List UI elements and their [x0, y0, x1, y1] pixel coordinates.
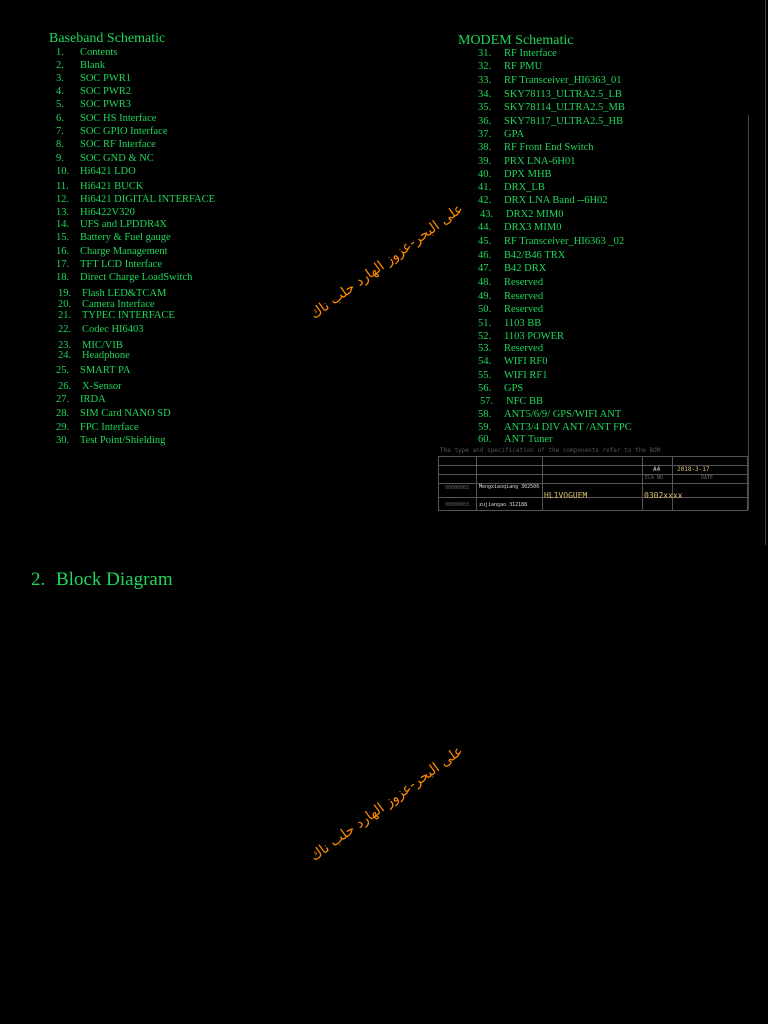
- toc-item: [56, 232, 171, 244]
- toc-item-label: SIM Card NANO SD: [80, 408, 171, 419]
- toc-item: [58, 350, 130, 362]
- toc-item-label: Headphone: [82, 350, 130, 361]
- toc-item-number: 25.: [56, 365, 70, 376]
- toc-item-label: SKY78114_ULTRA2.5_MB: [504, 102, 625, 113]
- toc-item-label: DPX MHB: [504, 169, 552, 180]
- toc-item-label: RF Transceiver_HI6363 _02: [504, 236, 625, 247]
- toc-item-label: Reserved: [504, 304, 544, 315]
- toc-item-number: 10.: [56, 166, 70, 177]
- toc-item-number: 43.: [480, 209, 494, 220]
- toc-item-number: 34.: [478, 89, 492, 100]
- border-line: [748, 115, 749, 510]
- toc-item: [478, 236, 624, 248]
- toc-item-label: Direct Charge LoadSwitch: [80, 272, 193, 283]
- toc-item-number: 49.: [478, 291, 492, 302]
- toc-item-label: Reserved: [504, 277, 544, 288]
- block-diagram-heading: [31, 569, 173, 591]
- toc-item-label: Reserved: [504, 291, 544, 302]
- toc-item: [56, 246, 168, 258]
- person-1: Mengxiaoqiang 302506: [479, 484, 540, 490]
- toc-item-number: 45.: [478, 236, 492, 247]
- toc-item-label: 1103 POWER: [504, 331, 564, 342]
- toc-item-number: 30.: [56, 435, 70, 446]
- toc-item-number: 5.: [56, 99, 64, 110]
- toc-item-number: 29.: [56, 422, 70, 433]
- toc-item-label: WIFI RF0: [504, 356, 548, 367]
- toc-item-number: 58.: [478, 409, 492, 420]
- toc-item: [56, 365, 130, 377]
- toc-item-label: NFC BB: [506, 396, 544, 407]
- toc-item-number: 42.: [478, 195, 492, 206]
- toc-item-number: 54.: [478, 356, 492, 367]
- toc-item-label: GPA: [504, 129, 525, 140]
- toc-item-label: SOC HS Interface: [80, 113, 157, 124]
- toc-item-number: 33.: [478, 75, 492, 86]
- toc-item-label: GPS: [504, 383, 524, 394]
- toc-item: [56, 126, 167, 138]
- toc-item-number: 18.: [56, 272, 70, 283]
- toc-item-label: DRX_LB: [504, 182, 545, 193]
- toc-item-label: DRX2 MIM0: [506, 209, 564, 220]
- toc-item-label: Blank: [80, 60, 106, 71]
- toc-item-number: 8.: [56, 139, 64, 150]
- toc-item-label: SOC GND & NC: [80, 153, 154, 164]
- toc-item: [56, 153, 154, 165]
- toc-item: [478, 434, 553, 446]
- toc-item-label: B42 DRX: [504, 263, 547, 274]
- toc-item-label: Hi6421 DIGITAL INTERFACE: [80, 194, 216, 205]
- toc-item-number: 39.: [478, 156, 492, 167]
- toc-item-label: Camera Interface: [82, 299, 155, 310]
- toc-item: [478, 370, 547, 382]
- modem-schematic-title: MODEM Schematic: [458, 33, 574, 48]
- watermark-top: على البحر-عزوز الهارد حلب ناك: [307, 200, 467, 323]
- toc-item-label: WIFI RF1: [504, 370, 548, 381]
- toc-item-label: SOC RF Interface: [80, 139, 156, 150]
- toc-item-label: Test Point/Shielding: [80, 435, 166, 446]
- toc-item: [56, 139, 156, 151]
- toc-item-label: RF Transceiver_HI6363_01: [504, 75, 622, 86]
- toc-item-label: Hi6422V320: [80, 207, 135, 218]
- toc-item: [478, 422, 632, 434]
- toc-item: [56, 219, 167, 231]
- toc-item-label: PRX LNA-6H01: [504, 156, 576, 167]
- toc-item-number: 36.: [478, 116, 492, 127]
- toc-item: [58, 381, 122, 393]
- toc-item-label: SMART PA: [80, 365, 131, 376]
- toc-item-number: 38.: [478, 142, 492, 153]
- toc-item-label: X-Sensor: [82, 381, 122, 392]
- toc-item-label: Codec HI6403: [82, 324, 144, 335]
- toc-item: [478, 250, 565, 262]
- toc-item-number: 31.: [478, 48, 492, 59]
- toc-item-number: 32.: [478, 61, 492, 72]
- toc-item-number: 57.: [480, 396, 494, 407]
- toc-item-number: 1.: [56, 47, 64, 58]
- toc-item: [478, 304, 543, 316]
- toc-item-number: 48.: [478, 277, 492, 288]
- toc-item-label: Hi6421 LDO: [80, 166, 136, 177]
- eco-label: ECA NO: [645, 475, 664, 481]
- toc-item: [56, 113, 156, 125]
- toc-item: [478, 263, 546, 275]
- toc-item-number: 11.: [56, 181, 69, 192]
- toc-item-number: 37.: [478, 129, 492, 140]
- size-value: A4: [653, 466, 661, 473]
- date-value: 2018-3-17: [677, 466, 710, 473]
- toc-item-number: 15.: [56, 232, 70, 243]
- toc-item-number: 26.: [58, 381, 72, 392]
- toc-item-number: 52.: [478, 331, 492, 342]
- toc-item-label: TFT LCD Interface: [80, 259, 163, 270]
- toc-item: [478, 222, 561, 234]
- toc-item: [56, 166, 136, 178]
- toc-item-number: 53.: [478, 343, 492, 354]
- toc-item: [58, 324, 144, 336]
- toc-item-number: 46.: [478, 250, 492, 261]
- toc-item: [478, 318, 541, 330]
- toc-item: [56, 272, 192, 284]
- toc-item-number: 35.: [478, 102, 492, 113]
- toc-item-number: 50.: [478, 304, 492, 315]
- toc-item-number: 3.: [56, 73, 64, 84]
- toc-item-label: Contents: [80, 47, 118, 58]
- toc-item-number: 19.: [58, 288, 72, 299]
- toc-item-number: 16.: [56, 246, 70, 257]
- toc-item-label: SOC PWR1: [80, 73, 132, 84]
- toc-item-label: SOC PWR3: [80, 99, 132, 110]
- project-code: 0302xxxx: [644, 491, 683, 500]
- toc-item-number: 2.: [56, 60, 64, 71]
- toc-item-label: RF Interface: [504, 48, 557, 59]
- person-2: zujiangao 312188: [479, 502, 528, 508]
- id-1: 00000002: [445, 485, 470, 491]
- toc-item: [480, 209, 563, 221]
- toc-item-label: Hi6421 BUCK: [80, 181, 144, 192]
- toc-item: [56, 73, 131, 85]
- toc-item-label: ANT5/6/9/ GPS/WIFI ANT: [504, 409, 622, 420]
- toc-item: [56, 99, 131, 111]
- toc-item: [56, 435, 165, 447]
- toc-item: [478, 343, 543, 355]
- toc-item-number: 41.: [478, 182, 492, 193]
- toc-item-number: 12.: [56, 194, 70, 205]
- toc-item: [478, 383, 523, 395]
- toc-item: [478, 195, 608, 207]
- toc-item: [478, 48, 557, 60]
- toc-item-number: 20.: [58, 299, 72, 310]
- toc-item: [478, 142, 594, 154]
- toc-item-label: TYPEC INTERFACE: [82, 310, 175, 321]
- toc-item-number: 44.: [478, 222, 492, 233]
- toc-item: [478, 291, 543, 303]
- toc-item-label: Flash LED&TCAM: [82, 288, 167, 299]
- toc-item: [478, 102, 625, 114]
- toc-item-number: 13.: [56, 207, 70, 218]
- toc-item-label: ANT Tuner: [504, 434, 553, 445]
- toc-item: [478, 331, 564, 343]
- toc-item: [480, 396, 543, 408]
- title-block-note: The type and specification of the components refer to the BOM: [440, 447, 661, 454]
- toc-item: [478, 169, 552, 181]
- toc-item-label: RF Front End Switch: [504, 142, 594, 153]
- toc-item-number: 28.: [56, 408, 70, 419]
- toc-item-label: Charge Management: [80, 246, 168, 257]
- toc-item: [56, 181, 143, 193]
- toc-item-number: 60.: [478, 434, 492, 445]
- toc-item-number: 56.: [478, 383, 492, 394]
- toc-item: [478, 75, 622, 87]
- toc-item-number: 17.: [56, 259, 70, 270]
- toc-item: [56, 408, 171, 420]
- toc-item: [56, 422, 139, 434]
- toc-item: [478, 89, 622, 101]
- toc-item-number: 23.: [58, 340, 72, 351]
- toc-item-label: Reserved: [504, 343, 544, 354]
- toc-item-number: 55.: [478, 370, 492, 381]
- project-name: HL1VOGUEM: [544, 491, 588, 500]
- toc-item: [56, 47, 117, 59]
- title-block: [438, 456, 748, 511]
- section-number: 2.: [31, 569, 46, 590]
- toc-item-label: 1103 BB: [504, 318, 542, 329]
- toc-item: [56, 60, 105, 72]
- toc-item-label: B42/B46 TRX: [504, 250, 566, 261]
- toc-item: [58, 310, 175, 322]
- toc-item-number: 51.: [478, 318, 492, 329]
- toc-item-label: DRX3 MIM0: [504, 222, 562, 233]
- toc-item: [478, 129, 524, 141]
- toc-item-number: 7.: [56, 126, 64, 137]
- border-line: [765, 0, 766, 545]
- toc-item-number: 47.: [478, 263, 492, 274]
- toc-item: [478, 277, 543, 289]
- toc-item: [56, 194, 215, 206]
- toc-item: [478, 156, 575, 168]
- toc-item: [478, 182, 545, 194]
- toc-item-number: 40.: [478, 169, 492, 180]
- toc-item-label: MIC/VIB: [82, 340, 123, 351]
- toc-item: [56, 207, 135, 219]
- toc-item: [56, 86, 131, 98]
- id-2: 00000003: [445, 502, 470, 508]
- toc-item-number: 21.: [58, 310, 72, 321]
- toc-item-number: 6.: [56, 113, 64, 124]
- toc-item-number: 22.: [58, 324, 72, 335]
- toc-item: [56, 259, 162, 271]
- toc-item-label: DRX LNA Band --6H02: [504, 195, 608, 206]
- toc-item-label: SKY78117_ULTRA2.5_HB: [504, 116, 624, 127]
- toc-item-number: 4.: [56, 86, 64, 97]
- toc-item-label: ANT3/4 DIV ANT /ANT FPC: [504, 422, 632, 433]
- toc-item-label: Battery & Fuel gauge: [80, 232, 171, 243]
- section-title: Block Diagram: [56, 569, 173, 590]
- date-label: DATE: [701, 475, 714, 481]
- toc-item-number: 14.: [56, 219, 70, 230]
- toc-item-label: RF PMU: [504, 61, 543, 72]
- toc-item: [478, 116, 623, 128]
- toc-item-number: 9.: [56, 153, 64, 164]
- toc-item-label: UFS and LPDDR4X: [80, 219, 167, 230]
- toc-item-label: SOC GPIO Interface: [80, 126, 168, 137]
- toc-item: [478, 409, 621, 421]
- baseband-schematic-title: Baseband Schematic: [49, 31, 166, 46]
- toc-item: [56, 394, 106, 406]
- toc-item: [478, 356, 547, 368]
- toc-item-number: 24.: [58, 350, 72, 361]
- toc-item-label: FPC Interface: [80, 422, 139, 433]
- toc-item-label: SKY78113_ULTRA2.5_LB: [504, 89, 622, 100]
- toc-item: [478, 61, 542, 73]
- watermark-bottom: على البحر-عزوز الهارد حلب ناك: [307, 742, 467, 865]
- toc-item-number: 59.: [478, 422, 492, 433]
- toc-item-label: SOC PWR2: [80, 86, 132, 97]
- toc-item-number: 27.: [56, 394, 70, 405]
- toc-item-label: IRDA: [80, 394, 106, 405]
